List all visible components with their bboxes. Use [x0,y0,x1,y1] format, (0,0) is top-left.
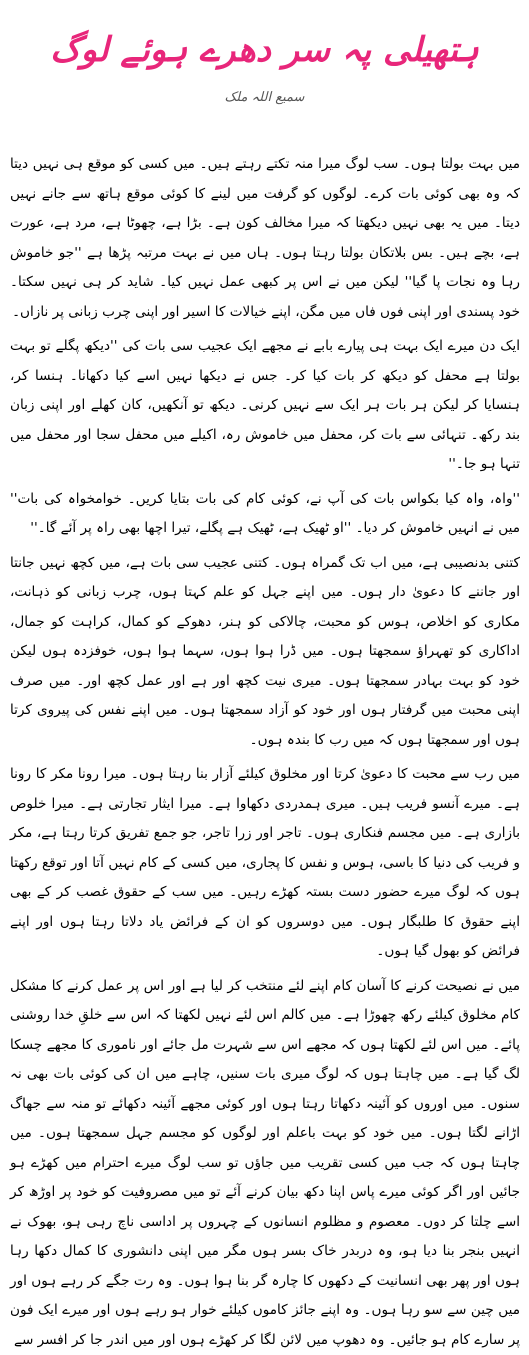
paragraph: ایک دن میرے ایک بہت ہی پیارے بابے نے مجھے ایک عجیب سی بات کی ''دیکھ پگلے تو بہت بولتا ہے محفل کو دیکھ کر بات کیا کر۔ جس نے دیکھا نہیں اسے کیا دکھانا۔ ہنسا کر، ہنسایا کر لیکن ہر بات ہر ایک سے نہیں کرنی۔ دیکھ تو آنکھیں، کان کھلے اور اپنی زبان بند رکھ۔ تنہائی سے بات کر، محفل میں خاموش رہ، اکیلے میں محفل سجا اور محفل میں تنہا ہو جا۔'' [10,332,520,480]
article-body [10,150,520,1255]
paragraph: میں رب سے محبت کا دعویٰ کرتا اور مخلوق کیلئے آزار بنا رہتا ہوں۔ میرا رونا مکر کا رونا ہے۔ میرے آنسو فریب ہیں۔ میری ہمدردی دکھاوا ہے۔ میرا ایثار تجارتی ہے۔ میرا خلوص بازاری ہے۔ میں مجسم فنکاری ہوں۔ تاجر اور زرا تاجر، جو جمع تفریق کرتا رہتا ہے، مکر و فریب کی دنیا کا باسی، ہوس و نفس کا پجاری، میں کسی کے کام نہیں آتا اور توقع رکھتا ہوں کہ لوگ میرے حضور دست بستہ کھڑے رہیں۔ میں سب کے حقوق غصب کر کے بھی اپنے حقوق کا طلبگار ہوں۔ میں دوسروں کو ان کے فرائض یاد دلاتا رہتا ہوں اور اپنے فرائض کو بھول گیا ہوں۔ [10,760,520,967]
article-title: ہتھیلی پہ سر دھرے ہوئے لوگ [0,28,529,72]
paragraph: میں بہت بولتا ہوں۔ سب لوگ میرا منہ تکتے رہتے ہیں۔ میں کسی کو موقع ہی نہیں دیتا کہ وہ بھی کوئی بات کرے۔ لوگوں کو گرفت میں لینے کا کوئی موقع ہاتھ سے جانے نہیں دیتا۔ میں یہ بھی نہیں دیکھتا کہ میرا مخالف کون ہے۔ بڑا ہے، چھوٹا ہے، مرد ہے، عورت ہے، بچے ہیں۔ بس بلاتکان بولتا رہتا ہوں۔ ہاں میں نے بہت مرتبہ پڑھا ہے ''جو خاموش رہا وہ نجات پا گیا'' لیکن میں نے اس پر کبھی عمل نہیں کیا۔ شاید کر ہی نہیں سکتا۔ خود پسندی اور اپنی فوں فاں میں مگن، اپنے خیالات کا اسیر اور اپنی چرب زبانی پر نازاں۔ [10,150,520,327]
paragraph: ''واہ، واہ کیا بکواس بات کی آپ نے، کوئی کام کی بات بتایا کریں۔ خوامخواہ کی بات'' میں نے انہیں خاموش کر دیا۔ ''او ٹھیک ہے، ٹھیک ہے پگلے، تیرا اچھا بھی راہ پر آئے گا۔'' [10,485,520,544]
paragraph: کتنی بدنصیبی ہے، میں اب تک گمراہ ہوں۔ کتنی عجیب سی بات ہے، میں کچھ نہیں جانتا اور جاننے کا دعویٰ دار ہوں۔ میں اپنے جہل کو علم کہتا ہوں، چرب زبانی کو ذہانت، مکاری کو اخلاص، ہوس کو محبت، چالاکی کو ہنر، دھوکے کو کمال، کراہت کو جمال، اداکاری کو تھہراؤ سمجھتا ہوں۔ میں ڈرا ہوا ہوں، سہما ہوا ہوں، خوفزدہ ہوں لیکن خود کو بہت بہادر سمجھتا ہوں۔ میری نیت کچھ اور ہے اور عمل کچھ اور۔ میں صرف اپنی محبت میں گرفتار ہوں اور خود کو آزاد سمجھتا ہوں۔ میں اپنے نفس کی پیروی کرتا ہوں اور سمجھتا ہوں کہ میں رب کا بندہ ہوں۔ [10,549,520,756]
author-byline: سمیع اللہ ملک [0,88,529,108]
paragraph: میں نے نصیحت کرنے کا آسان کام اپنے لئے منتخب کر لیا ہے اور اس پر عمل کرنے کا مشکل کام مخلوق کیلئے رکھ چھوڑا ہے۔ میں کالم اس لئے نہیں لکھتا کہ اس سے خلقِ خدا روشنی پائے۔ میں اس لئے لکھتا ہوں کہ مجھے اس سے شہرت مل جائے اور ناموری کا مجھے چسکا لگ گیا ہے۔ میں چاہتا ہوں کہ لوگ میری بات سنیں، چاہے میں ان کی کوئی بات بھی نہ سنوں۔ میں اوروں کو آئینہ دکھاتا رہتا ہوں اور کوئی مجھے آئینہ دکھائے تو منہ سے جھاگ اڑانے لگتا ہوں۔ میں خود کو بہت باعلم اور لوگوں کو مجسم جہل سمجھتا ہوں۔ میں چاہتا ہوں کہ جب میں کسی تقریب میں جاؤں تو سب لوگ میرے احترام میں کھڑے ہو جائیں اور اگر کوئی میرے پاس اپنا دکھ بیان کرنے آئے تو میں مصروفیت کو خود پر اوڑھ کر اسے چلتا کر دوں۔ معصوم و مظلوم انسانوں کے چہروں پر اداسی ناچ رہی ہو، بھوک نے انہیں بنجر بنا دیا ہو، وہ دربدر خاک بسر ہوں مگر میں اپنی دانشوری کا کمال دکھا رہا ہوں اور پھر بھی انسانیت کے دکھوں کا چارہ گر بنا ہوا ہوں۔ وہ رت جگے کر رہے ہوں اور میں چین سے سو رہا ہوں۔ وہ اپنے جائز کاموں کیلئے خوار ہو رہے ہوں اور میرے ایک فون پر سارے کام ہو جائیں۔ وہ دھوپ میں لائن لگا کر کھڑے ہوں اور میں اندر جا کر افسر سے [10,972,520,1355]
